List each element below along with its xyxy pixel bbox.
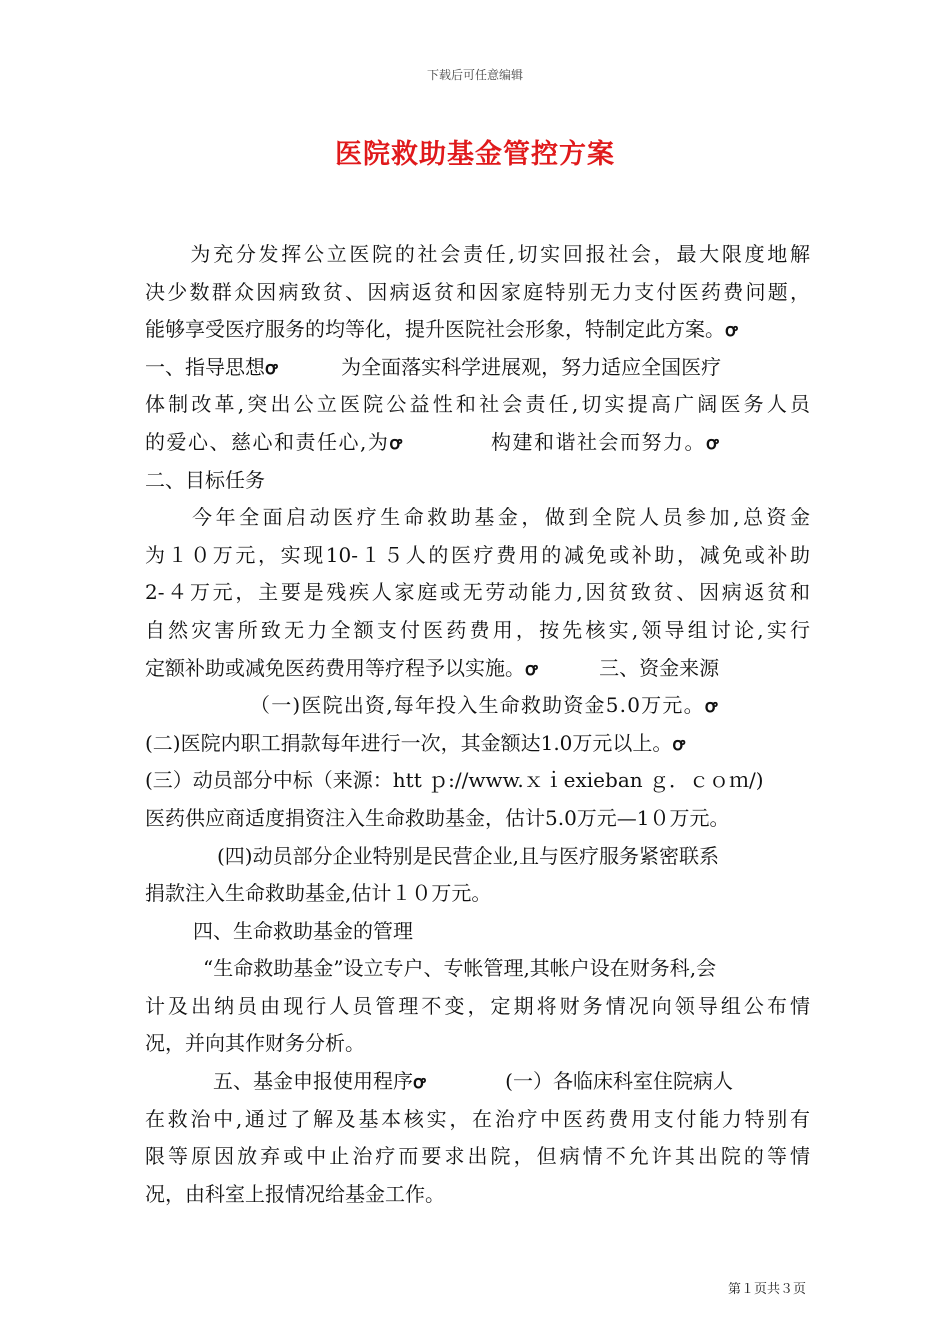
section-heading: 二、目标任务 [145,467,265,492]
paragraph-line: 今年全面启动医疗生命救助基金，做到全院人员参加,总资金 [145,505,810,530]
paragraph-mark-icon: ꝍ [265,357,278,379]
paragraph-line: 医药供应商适度捐资注入生命救助基金，估计5.0万元—1０万元。 [145,805,730,830]
paragraph-line: (四)动员部分企业特别是民营企业,且与医疗服务紧密联系 [217,843,719,868]
section-heading: 一、指导思想 [145,354,265,379]
paragraph-mark-icon: ꝍ [525,658,538,680]
paragraph-line: 的爱心、慈心和责任心,为ꝍ 构建和谐社会而努力。ꝍ [145,429,720,454]
page-number: 第１页共３页 [727,1282,806,1297]
paragraph-mark-icon: ꝍ [672,733,685,755]
paragraph-line: 况，由科室上报情况给基金工作。 [145,1181,445,1206]
paragraph-line: 定额补助或减免医药费用等疗程予以实施。ꝍ 三、资金来源 [145,655,720,680]
paragraph-line: 为充分发挥公立医院的社会责任,切实回报社会，最大限度地解 [145,242,810,266]
paragraph-mark-icon: ꝍ [704,696,719,718]
paragraph-mark-icon: ꝍ [389,432,403,454]
section-heading: 三、资金来源 [599,655,720,680]
paragraph-line: 决少数群众因病致贫、因病返贫和因家庭特别无力支付医药费问题， [145,279,810,304]
paragraph-line: 计及出纳员由现行人员管理不变，定期将财务情况向领导组公布情 [145,993,810,1018]
document-title: 医院救助基金管控方案 [335,139,615,170]
paragraph-line: 在救治中,通过了解及基本核实，在治疗中医药费用支付能力特别有 [145,1106,810,1131]
paragraph-line: 体制改革,突出公立医院公益性和社会责任,切实提高广阔医务人员 [145,392,810,417]
paragraph-mark-icon: ꝍ [725,320,738,342]
paragraph-line: (二)医院内职工捐款每年进行一次，其金额达1.0万元以上。ꝍ [145,730,685,755]
paragraph-line: (三）动员部分中标（来源：htt ｐ://www.ｘｉexieban ｇ．ｃｏｍ/) [145,768,764,793]
section-heading: 四、生命救助基金的管理 [193,918,413,943]
section-heading: 五、基金申报使用程序 [213,1069,413,1094]
page-header-note: 下载后可任意编辑 [426,68,523,82]
document-body [145,236,810,1213]
paragraph-line: 自然灾害所致无力全额支付医药费用，按先核实,领导组讨论,实行 [145,617,810,642]
paragraph-line: 限等原因放弃或中止治疗而要求出院，但病情不允许其出院的等情 [145,1144,810,1169]
paragraph-line: 况，并向其作财务分析。 [145,1031,365,1056]
paragraph-line: “生命救助基金”设立专户、专帐管理,其帐户设在财务科,会 [203,956,717,981]
paragraph-line: 五、基金申报使用程序ꝍ (一）各临床科室住院病人 [213,1069,733,1094]
paragraph-line: 为１０万元，实现10-１５人的医疗费用的减免或补助，减免或补助 [145,542,810,567]
paragraph-line: （一)医院出资,每年投入生命救助资金5.0万元。ꝍ [250,693,719,718]
paragraph-line: 捐款注入生命救助基金,估计１０万元。 [145,881,492,906]
paragraph-line: 一、指导思想ꝍ 为全面落实科学进展观，努力适应全国医疗 [145,354,722,379]
paragraph-mark-icon: ꝍ [706,432,720,454]
paragraph-mark-icon: ꝍ [413,1072,426,1094]
paragraph-line: 能够享受医疗服务的均等化，提升医院社会形象，特制定此方案。ꝍ [145,317,738,342]
paragraph-line: 2-４万元，主要是残疾人家庭或无劳动能力,因贫致贫、因病返贫和 [145,580,810,605]
